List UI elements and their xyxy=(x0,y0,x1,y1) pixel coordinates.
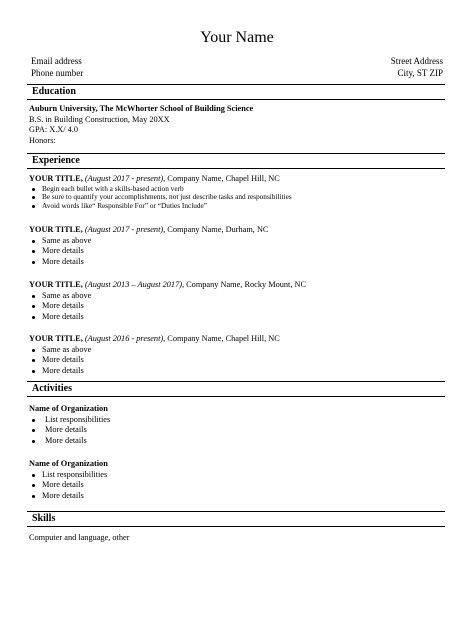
job-dates: (August 2016 - present), xyxy=(84,334,166,343)
school-name: Auburn University, The McWhorter School of Building Science xyxy=(29,104,254,113)
list-item: More details xyxy=(29,480,449,491)
job-bullets xyxy=(29,185,449,211)
activity-entry xyxy=(29,404,449,446)
list-item: More details xyxy=(29,425,449,436)
experience-top-rule xyxy=(27,153,445,154)
list-item: More details xyxy=(29,436,449,447)
list-item: List responsibilities xyxy=(29,470,449,481)
job-bullets xyxy=(29,236,449,268)
job-heading xyxy=(29,334,449,345)
job-location: Chapel Hill, NC xyxy=(225,174,280,183)
skills-heading: Skills xyxy=(32,513,56,524)
job-heading xyxy=(29,280,449,291)
activity-bullets xyxy=(29,470,449,502)
gpa: GPA: X.X/ 4.0 xyxy=(29,125,79,135)
list-item: Same as above xyxy=(29,236,449,247)
job-title: YOUR TITLE, xyxy=(29,225,83,234)
list-item: More details xyxy=(29,491,449,502)
job-dates: (August 2017 - present), xyxy=(84,174,166,183)
job-location: Chapel Hill, NC xyxy=(225,334,280,343)
job-entry xyxy=(29,174,449,210)
list-item: More details xyxy=(29,355,449,366)
activities-heading: Activities xyxy=(32,383,72,394)
phone-number: Phone number xyxy=(31,68,84,78)
list-item: More details xyxy=(29,246,449,257)
list-item: More details xyxy=(29,257,449,268)
company-name: Company Name, xyxy=(167,225,224,234)
job-entry xyxy=(29,280,449,322)
job-heading xyxy=(29,225,449,236)
job-bullets xyxy=(29,291,449,323)
list-item: Begin each bullet with a skills-based action verb xyxy=(29,185,449,194)
list-item: Same as above xyxy=(29,345,449,356)
job-dates: (August 2013 – August 2017), xyxy=(84,280,185,289)
experience-bottom-rule xyxy=(27,168,445,169)
skills-bottom-rule xyxy=(27,526,445,527)
company-name: Company Name, xyxy=(167,174,224,183)
honors: Honors: xyxy=(29,135,56,145)
job-heading xyxy=(29,174,449,185)
organization-name: Name of Organization xyxy=(29,404,108,413)
job-bullets xyxy=(29,345,449,377)
education-block xyxy=(29,104,449,146)
activities-bottom-rule xyxy=(27,396,445,397)
job-location: Durham, NC xyxy=(225,225,269,234)
activity-entry xyxy=(29,459,449,501)
list-item: More details xyxy=(29,301,449,312)
skills-block xyxy=(29,533,449,544)
contact-right xyxy=(391,55,443,79)
job-entry xyxy=(29,225,449,267)
company-name: Company Name, xyxy=(167,334,224,343)
list-item: Same as above xyxy=(29,291,449,302)
contact-left xyxy=(31,55,83,79)
job-entry xyxy=(29,334,449,376)
list-item: Avoid words like“ Responsible For” or “Duties Include” xyxy=(29,202,449,211)
education-heading: Education xyxy=(32,86,76,97)
list-item: List responsibilities xyxy=(29,415,449,426)
job-location: Rocky Mount, NC xyxy=(244,280,306,289)
job-title: YOUR TITLE, xyxy=(29,174,83,183)
company-name: Company Name, xyxy=(186,280,243,289)
education-top-rule xyxy=(27,84,445,85)
job-title: YOUR TITLE, xyxy=(29,334,83,343)
skills-text: Computer and language, other xyxy=(29,533,130,542)
city-state-zip: City, ST ZIP xyxy=(397,68,443,78)
resume-name: Your Name xyxy=(200,29,274,46)
degree: B.S. in Building Construction, May 20XX xyxy=(29,114,170,124)
list-item: Be sure to quantify your accomplishments, not just describe tasks and responsibilities xyxy=(29,193,449,202)
education-bottom-rule xyxy=(27,99,445,100)
activities-top-rule xyxy=(27,381,445,382)
skills-top-rule xyxy=(27,511,445,512)
street-address: Street Address xyxy=(390,56,443,66)
list-item: More details xyxy=(29,366,449,377)
email-address: Email address xyxy=(31,56,82,66)
experience-heading: Experience xyxy=(32,155,80,166)
job-dates: (August 2017 - present), xyxy=(84,225,166,234)
activity-bullets xyxy=(29,415,449,447)
organization-name: Name of Organization xyxy=(29,459,108,468)
list-item: More details xyxy=(29,312,449,323)
job-title: YOUR TITLE, xyxy=(29,280,83,289)
